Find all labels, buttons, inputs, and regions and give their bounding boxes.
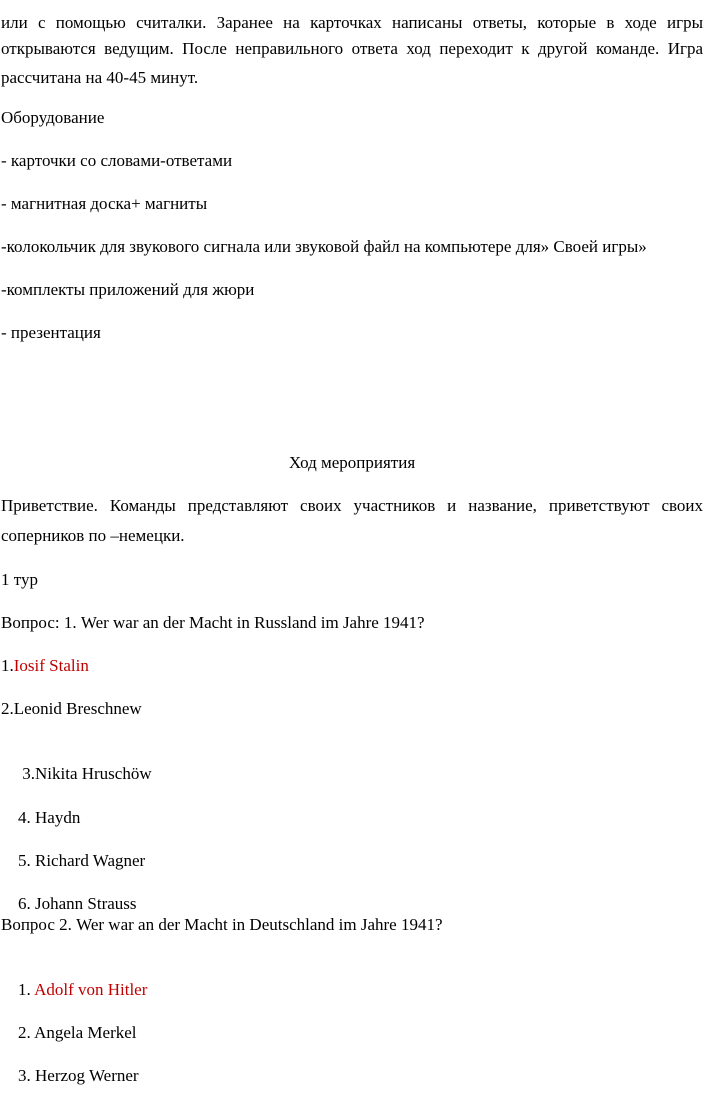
answer-item	[1, 1043, 139, 1109]
answer-number: 2.	[1, 699, 14, 718]
answer-text: Herzog Werner	[35, 1066, 139, 1085]
answer-text: Richard Wagner	[35, 851, 146, 870]
question-2: Вопрос 2. Wer war an der Macht in Deutschland im Jahre 1941?	[1, 915, 443, 934]
answer-number: 5.	[18, 851, 35, 870]
answer-text: Johann Strauss	[35, 894, 137, 913]
correct-answer: Adolf von Hitler	[34, 980, 148, 999]
answer-text: Leonid Breschnew	[13, 699, 142, 718]
round-label: 1 тур	[1, 570, 38, 589]
answer-number: 3.	[18, 1066, 35, 1085]
greeting-line-2: соперников по –немецки.	[1, 526, 185, 545]
intro-line-1: или с помощью считалки. Заранее на карточках написаны ответы, которые в ходе игры	[1, 13, 703, 32]
question-1: Вопрос: 1. Wer war an der Macht in Russland im Jahre 1941?	[1, 613, 425, 632]
answer-text: Haydn	[35, 808, 81, 827]
answer-item	[1, 655, 89, 677]
answer-text: Angela Merkel	[34, 1023, 137, 1042]
answer-number: 4.	[18, 808, 35, 827]
answer-number: 6.	[18, 894, 35, 913]
answer-number: 3.	[18, 764, 35, 783]
correct-answer: Iosif Stalin	[13, 656, 89, 675]
equipment-item: -комплекты приложений для жюри	[1, 280, 255, 299]
answer-item	[1, 698, 142, 720]
intro-line-3: рассчитана на 40-45 минут.	[1, 68, 199, 87]
answer-number: 2.	[18, 1023, 35, 1042]
answer-number: 1.	[18, 980, 35, 999]
equipment-heading: Оборудование	[1, 108, 105, 127]
section-title: Ход мероприятия	[288, 453, 416, 472]
equipment-item: - презентация	[1, 323, 101, 342]
equipment-item: - магнитная доска+ магниты	[1, 194, 208, 213]
intro-line-2: открываются ведущим. После неправильного ответа ход переходит к другой команде. Игра	[1, 39, 703, 58]
answer-text: Nikita Hruschöw	[35, 764, 152, 783]
equipment-item: -колокольчик для звукового сигнала или звуковой файл на компьютере для» Своей игры»	[1, 237, 647, 256]
answer-number: 1.	[1, 656, 14, 675]
equipment-item: - карточки со словами-ответами	[1, 151, 233, 170]
greeting-line-1: Приветствие. Команды представляют своих участников и название, приветствуют своих	[1, 496, 703, 515]
